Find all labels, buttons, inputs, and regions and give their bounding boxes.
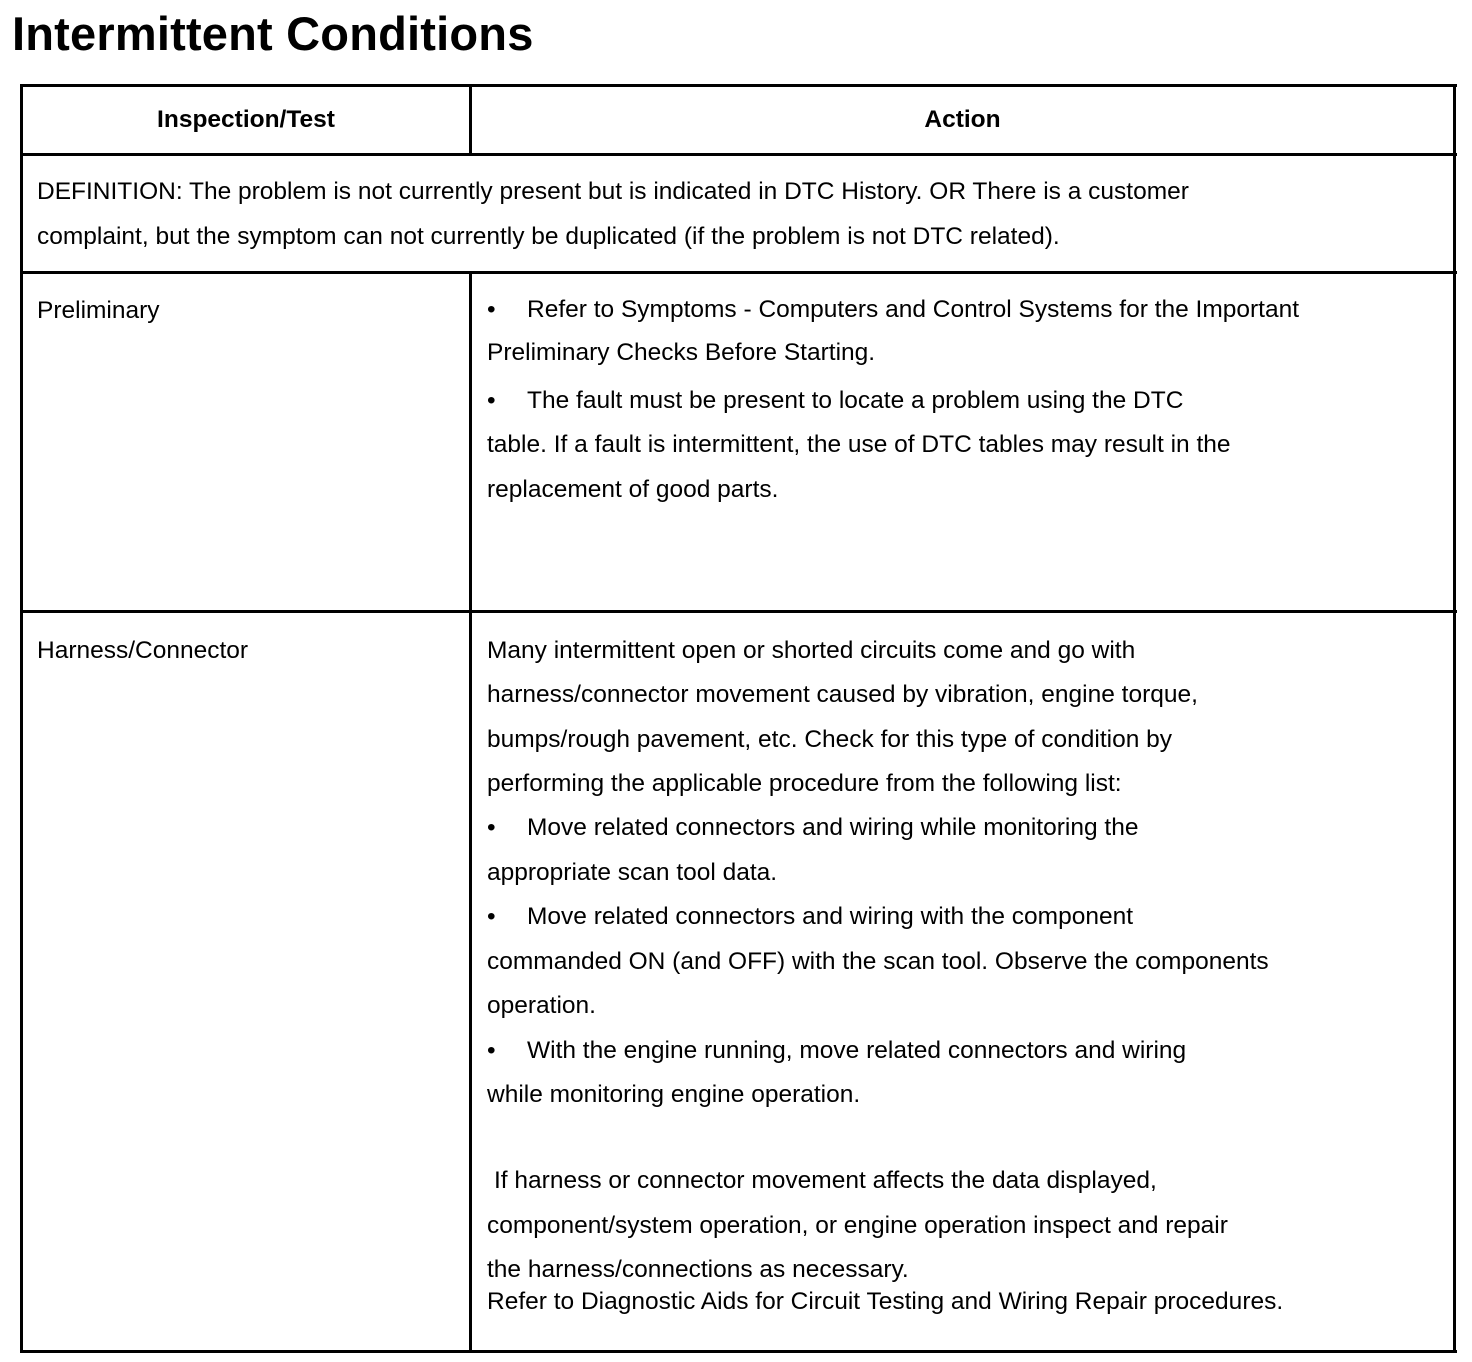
bullet-text: Refer to Symptoms - Computers and Control Systems for the Important: [527, 296, 1300, 323]
row-label-preliminary: Preliminary: [37, 297, 160, 324]
harness-bullet-3-cont: while monitoring engine operation.: [487, 1081, 861, 1108]
table-border-top: [20, 84, 1457, 87]
row-label-harness-connector: Harness/Connector: [37, 637, 249, 664]
header-divider: [20, 153, 1457, 156]
bullet-marker: •: [487, 903, 496, 930]
bullet-text: Move related connectors and wiring with the component: [527, 903, 1134, 930]
table-border-right: [1453, 84, 1456, 1353]
column-divider-body: [469, 271, 472, 1353]
definition-line-2: complaint, but the symptom can not currently be duplicated (if the problem is not DTC related).: [37, 223, 1060, 250]
preliminary-bullet-1: [487, 295, 1299, 325]
header-action: Action: [924, 106, 1001, 133]
preliminary-bullet-2-cont-1: table. If a fault is intermittent, the use of DTC tables may result in the: [487, 431, 1231, 458]
table-border-bottom: [20, 1350, 1457, 1353]
harness-bullet-3: [487, 1036, 1186, 1066]
harness-outro-line-1: If harness or connector movement affects the data displayed,: [494, 1167, 1157, 1194]
bullet-text: With the engine running, move related connectors and wiring: [527, 1037, 1187, 1064]
definition-line-1: DEFINITION: The problem is not currently present but is indicated in DTC History. OR There is a customer: [37, 178, 1189, 205]
harness-outro-line-3: the harness/connections as necessary.: [487, 1256, 909, 1283]
bullet-marker: •: [487, 814, 496, 841]
definition-divider: [20, 271, 1457, 274]
bullet-text: Move related connectors and wiring while monitoring the: [527, 814, 1139, 841]
bullet-marker: •: [487, 387, 496, 414]
harness-bullet-2: [487, 902, 1133, 932]
table-border-left: [20, 84, 23, 1353]
row-divider: [20, 610, 1457, 613]
header-inspection-test: Inspection/Test: [157, 106, 335, 133]
harness-intro-line-2: harness/connector movement caused by vibration, engine torque,: [487, 681, 1198, 708]
harness-intro-line-1: Many intermittent open or shorted circuits come and go with: [487, 637, 1136, 664]
preliminary-bullet-1-cont: Preliminary Checks Before Starting.: [487, 339, 876, 366]
harness-bullet-2-cont-1: commanded ON (and OFF) with the scan tool. Observe the components: [487, 948, 1269, 975]
bullet-marker: •: [487, 1037, 496, 1064]
harness-bullet-1-cont: appropriate scan tool data.: [487, 859, 778, 886]
bullet-marker: •: [487, 296, 496, 323]
harness-outro-line-4: Refer to Diagnostic Aids for Circuit Testing and Wiring Repair procedures.: [487, 1288, 1284, 1315]
harness-outro-line-2: component/system operation, or engine operation inspect and repair: [487, 1212, 1228, 1239]
harness-bullet-2-cont-2: operation.: [487, 992, 596, 1019]
page-title: Intermittent Conditions: [12, 7, 534, 60]
preliminary-bullet-2: [487, 386, 1183, 416]
harness-intro-line-4: performing the applicable procedure from the following list:: [487, 770, 1122, 797]
preliminary-bullet-2-cont-2: replacement of good parts.: [487, 476, 779, 503]
bullet-text: The fault must be present to locate a problem using the DTC: [527, 387, 1184, 414]
harness-bullet-1: [487, 813, 1138, 843]
harness-intro-line-3: bumps/rough pavement, etc. Check for this type of condition by: [487, 726, 1173, 753]
